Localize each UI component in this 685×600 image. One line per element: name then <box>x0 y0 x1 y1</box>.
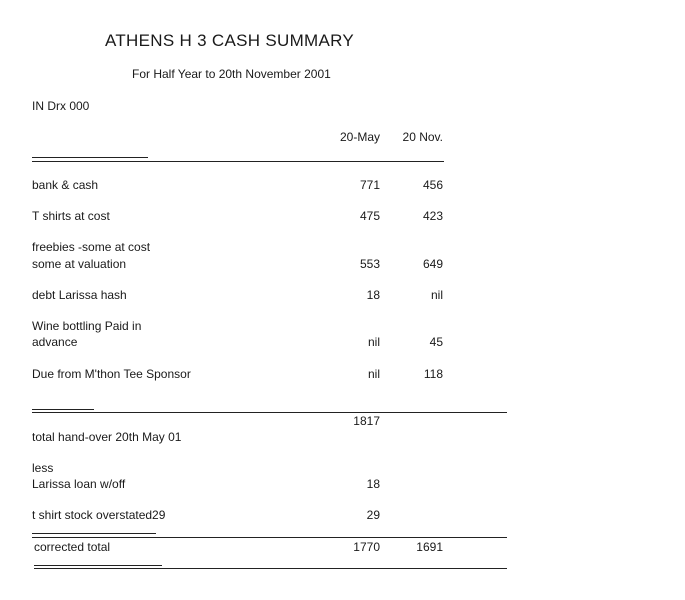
row-value-nov: 456 <box>422 178 443 192</box>
row-label: freebies -some at cost <box>32 240 151 254</box>
row-value-may: 771 <box>359 178 380 192</box>
row-value-may: nil <box>367 367 380 381</box>
divider-subtotal <box>32 412 507 413</box>
row-value-nov: 118 <box>423 367 443 381</box>
row-label: bank & cash <box>32 178 99 192</box>
less-item-value: 29 <box>366 508 380 522</box>
divider-short <box>32 157 148 158</box>
column-header-20-may: 20-May <box>339 130 380 144</box>
row-value-may: 18 <box>366 288 380 302</box>
row-value-nov: 423 <box>422 209 443 223</box>
row-value-may: 475 <box>359 209 380 223</box>
divider-short <box>32 409 94 410</box>
page-subtitle: For Half Year to 20th November 2001 <box>132 67 331 81</box>
subtotal-value: 1817 <box>353 414 380 428</box>
row-label-line2: advance <box>32 335 78 349</box>
divider-header <box>32 161 444 162</box>
row-label-line2: some at valuation <box>32 257 127 271</box>
page-title: ATHENS H 3 CASH SUMMARY <box>105 31 355 50</box>
less-item-value: 18 <box>366 477 380 491</box>
row-label: debt Larissa hash <box>32 288 127 302</box>
less-item-label: t shirt stock overstated29 <box>32 508 166 522</box>
row-value-nov: 45 <box>429 335 443 349</box>
units-label: IN Drx 000 <box>32 99 90 113</box>
row-label: Due from M'thon Tee Sponsor <box>32 367 191 381</box>
divider-corrected-top <box>32 537 507 538</box>
column-header-20-nov: 20 Nov. <box>402 130 443 144</box>
divider-short <box>34 565 162 566</box>
divider-bottom <box>34 568 507 569</box>
row-value-may: nil <box>367 335 380 349</box>
corrected-total-may: 1770 <box>353 540 380 554</box>
less-item-label: Larissa loan w/off <box>32 477 126 491</box>
row-label: T shirts at cost <box>32 209 110 223</box>
handover-label: total hand-over 20th May 01 <box>32 430 182 444</box>
row-label: Wine bottling Paid in <box>32 319 142 333</box>
corrected-total-nov: 1691 <box>416 540 443 554</box>
row-value-may: 553 <box>359 257 380 271</box>
row-value-nov: nil <box>430 288 443 302</box>
row-value-nov: 649 <box>422 257 443 271</box>
corrected-total-label: corrected total <box>34 540 111 554</box>
less-label: less <box>32 461 54 475</box>
divider-short <box>32 533 156 534</box>
